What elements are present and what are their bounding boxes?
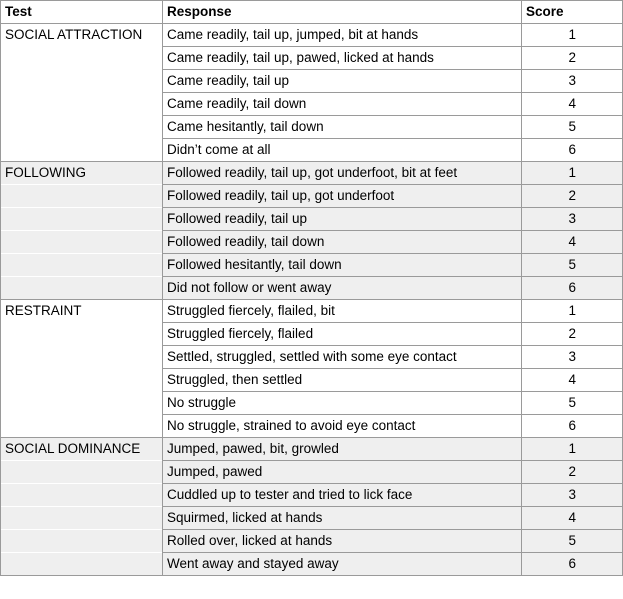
- test-cell: [1, 185, 163, 208]
- score-cell: 6: [522, 139, 623, 162]
- test-cell: [1, 346, 163, 369]
- test-cell: [1, 208, 163, 231]
- test-cell: FOLLOWING: [1, 162, 163, 185]
- table-row: [1, 116, 623, 139]
- table-row: [1, 277, 623, 300]
- test-cell: [1, 323, 163, 346]
- response-cell: No struggle: [163, 392, 522, 415]
- score-cell: 4: [522, 507, 623, 530]
- response-cell: Came hesitantly, tail down: [163, 116, 522, 139]
- score-cell: 1: [522, 24, 623, 47]
- test-cell: SOCIAL ATTRACTION: [1, 24, 163, 47]
- test-cell: [1, 139, 163, 162]
- score-cell: 6: [522, 415, 623, 438]
- response-cell: Did not follow or went away: [163, 277, 522, 300]
- response-cell: Followed readily, tail up, got underfoot, bit at feet: [163, 162, 522, 185]
- table-row: [1, 70, 623, 93]
- table-row: [1, 323, 623, 346]
- table-row: [1, 553, 623, 576]
- table-row: [1, 139, 623, 162]
- response-cell: Squirmed, licked at hands: [163, 507, 522, 530]
- response-cell: Went away and stayed away: [163, 553, 522, 576]
- test-cell: [1, 553, 163, 576]
- test-cell: [1, 93, 163, 116]
- table-row: [1, 208, 623, 231]
- table-row: [1, 346, 623, 369]
- response-cell: Came readily, tail up: [163, 70, 522, 93]
- response-cell: Rolled over, licked at hands: [163, 530, 522, 553]
- response-cell: No struggle, strained to avoid eye contact: [163, 415, 522, 438]
- response-cell: Didn’t come at all: [163, 139, 522, 162]
- table-row: [1, 185, 623, 208]
- response-cell: Struggled, then settled: [163, 369, 522, 392]
- header-test: Test: [1, 1, 163, 24]
- response-cell: Came readily, tail up, jumped, bit at hands: [163, 24, 522, 47]
- test-cell: [1, 254, 163, 277]
- response-cell: Followed readily, tail up: [163, 208, 522, 231]
- table-row: [1, 484, 623, 507]
- score-cell: 2: [522, 323, 623, 346]
- response-cell: Jumped, pawed: [163, 461, 522, 484]
- table-row: [1, 507, 623, 530]
- header-response: Response: [163, 1, 522, 24]
- test-cell: [1, 392, 163, 415]
- score-cell: 3: [522, 484, 623, 507]
- test-cell: [1, 231, 163, 254]
- table-body: [1, 24, 623, 576]
- table-row: [1, 47, 623, 70]
- test-cell: [1, 415, 163, 438]
- table-row: [1, 369, 623, 392]
- table-row: [1, 300, 623, 323]
- table-row: [1, 461, 623, 484]
- score-cell: 5: [522, 530, 623, 553]
- score-cell: 6: [522, 277, 623, 300]
- test-cell: [1, 70, 163, 93]
- score-cell: 1: [522, 162, 623, 185]
- score-cell: 3: [522, 346, 623, 369]
- test-cell: [1, 369, 163, 392]
- table-row: [1, 415, 623, 438]
- test-cell: [1, 47, 163, 70]
- response-cell: Jumped, pawed, bit, growled: [163, 438, 522, 461]
- table-row: [1, 93, 623, 116]
- response-cell: Cuddled up to tester and tried to lick face: [163, 484, 522, 507]
- response-cell: Settled, struggled, settled with some eye contact: [163, 346, 522, 369]
- table-row: [1, 254, 623, 277]
- response-cell: Followed readily, tail up, got underfoot: [163, 185, 522, 208]
- response-cell: Struggled fiercely, flailed, bit: [163, 300, 522, 323]
- score-cell: 2: [522, 461, 623, 484]
- header-score: Score: [522, 1, 623, 24]
- test-cell: [1, 116, 163, 139]
- test-cell: [1, 507, 163, 530]
- test-cell: [1, 277, 163, 300]
- response-cell: Came readily, tail up, pawed, licked at hands: [163, 47, 522, 70]
- test-cell: SOCIAL DOMINANCE: [1, 438, 163, 461]
- response-cell: Came readily, tail down: [163, 93, 522, 116]
- score-cell: 4: [522, 369, 623, 392]
- table-row: [1, 162, 623, 185]
- score-cell: 2: [522, 47, 623, 70]
- table-row: [1, 438, 623, 461]
- score-cell: 5: [522, 116, 623, 139]
- test-cell: [1, 484, 163, 507]
- response-cell: Struggled fiercely, flailed: [163, 323, 522, 346]
- score-cell: 4: [522, 231, 623, 254]
- table-row: [1, 530, 623, 553]
- table-row: [1, 231, 623, 254]
- test-cell: RESTRAINT: [1, 300, 163, 323]
- test-cell: [1, 530, 163, 553]
- table-row: [1, 24, 623, 47]
- score-cell: 4: [522, 93, 623, 116]
- score-cell: 3: [522, 208, 623, 231]
- test-cell: [1, 461, 163, 484]
- score-cell: 6: [522, 553, 623, 576]
- table-row: [1, 392, 623, 415]
- score-cell: 5: [522, 392, 623, 415]
- score-cell: 3: [522, 70, 623, 93]
- score-cell: 2: [522, 185, 623, 208]
- response-cell: Followed hesitantly, tail down: [163, 254, 522, 277]
- response-cell: Followed readily, tail down: [163, 231, 522, 254]
- score-cell: 1: [522, 438, 623, 461]
- score-cell: 5: [522, 254, 623, 277]
- score-cell: 1: [522, 300, 623, 323]
- header-row: [1, 1, 623, 24]
